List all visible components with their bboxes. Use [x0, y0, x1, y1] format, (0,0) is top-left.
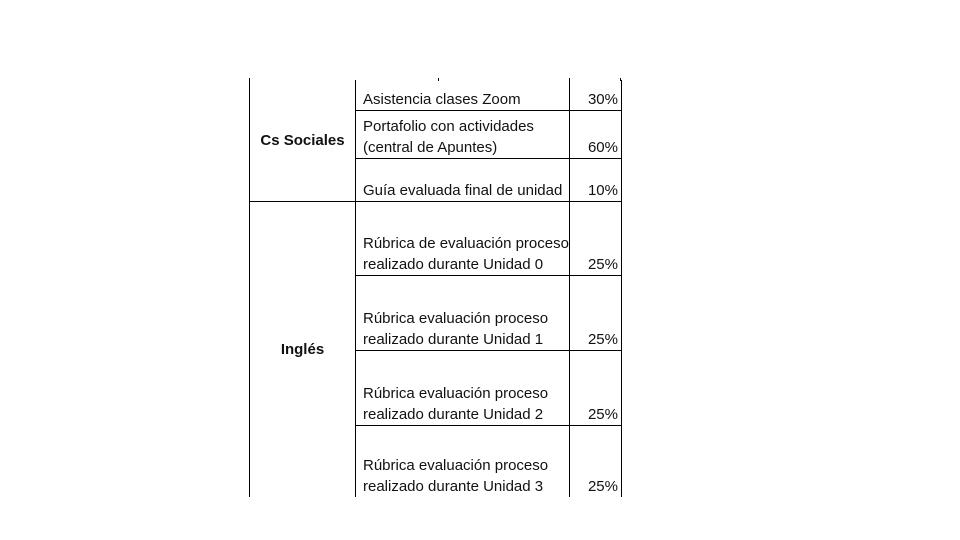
activity-cell: Asistencia clases Zoom	[356, 80, 570, 110]
percent-cell: 30%	[570, 80, 622, 110]
activity-cell: Rúbrica evaluación proceso realizado durante Unidad 2	[356, 350, 570, 425]
evaluation-table-container	[249, 80, 621, 498]
activity-cell: Rúbrica evaluación proceso realizado durante Unidad 1	[356, 275, 570, 350]
table-row	[250, 201, 622, 275]
subject-cell: Cs Sociales	[250, 80, 356, 201]
table-row	[250, 80, 622, 110]
percent-cell: 25%	[570, 350, 622, 425]
percent-cell: 10%	[570, 158, 622, 201]
percent-cell: 25%	[570, 201, 622, 275]
activity-cell: Rúbrica evaluación proceso realizado durante Unidad 3	[363, 457, 549, 495]
percent-cell: 25%	[570, 275, 622, 350]
activity-cell: Portafolio con actividades (central de Apuntes)	[356, 110, 570, 158]
percent-cell: 25%	[570, 425, 622, 497]
evaluation-table	[249, 80, 622, 497]
activity-cell: Guía evaluada final de unidad	[356, 158, 570, 201]
percent-cell: 60%	[570, 110, 622, 158]
activity-cell: Rúbrica de evaluación proceso realizado durante Unidad 0	[356, 201, 570, 275]
subject-cell: Inglés	[250, 201, 356, 497]
